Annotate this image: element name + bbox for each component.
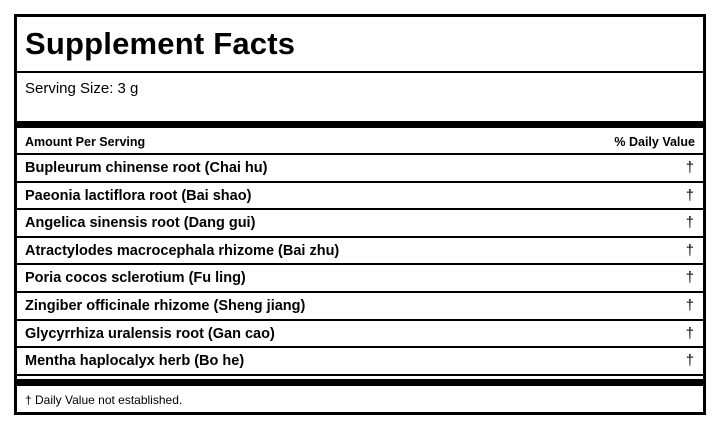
table-row [17, 153, 703, 181]
table-row [17, 208, 703, 236]
table-row [17, 181, 703, 209]
ingredient-list [17, 153, 703, 374]
ingredient-name: Atractylodes macrocephala rhizome (Bai zhu) [25, 242, 340, 259]
daily-value-mark: † [685, 325, 694, 342]
table-row [17, 236, 703, 264]
daily-value-mark: † [685, 215, 694, 232]
daily-value-mark: † [685, 160, 694, 176]
supplement-facts-panel [14, 14, 706, 415]
ingredient-name: Poria cocos sclerotium (Fu ling) [25, 270, 246, 287]
amount-per-serving-header: Amount Per Serving [25, 135, 146, 149]
ingredient-name: Glycyrrhiza uralensis root (Gan cao) [25, 325, 275, 342]
page-title: Supplement Facts [25, 26, 296, 61]
divider [17, 71, 703, 73]
daily-value-header: % Daily Value [614, 135, 695, 149]
ingredient-name: Bupleurum chinense root (Chai hu) [25, 160, 268, 176]
daily-value-mark: † [685, 297, 694, 314]
daily-value-mark: † [685, 242, 694, 259]
table-row [17, 346, 703, 374]
ingredient-name: Zingiber officinale rhizome (Sheng jiang) [25, 297, 306, 314]
daily-value-mark: † [685, 270, 694, 287]
thick-divider [17, 121, 703, 128]
ingredient-name: Paeonia lactiflora root (Bai shao) [25, 187, 252, 204]
thick-divider [17, 379, 703, 386]
table-header [17, 128, 703, 155]
daily-value-mark: † [685, 353, 694, 370]
daily-value-mark: † [685, 187, 694, 204]
serving-size: Serving Size: 3 g [25, 80, 139, 97]
footnote: † Daily Value not established. [25, 393, 183, 407]
table-row [17, 319, 703, 347]
table-row [17, 291, 703, 319]
ingredient-name: Angelica sinensis root (Dang gui) [25, 215, 256, 232]
ingredient-name: Mentha haplocalyx herb (Bo he) [25, 353, 245, 370]
table-row [17, 263, 703, 291]
divider [17, 374, 703, 376]
